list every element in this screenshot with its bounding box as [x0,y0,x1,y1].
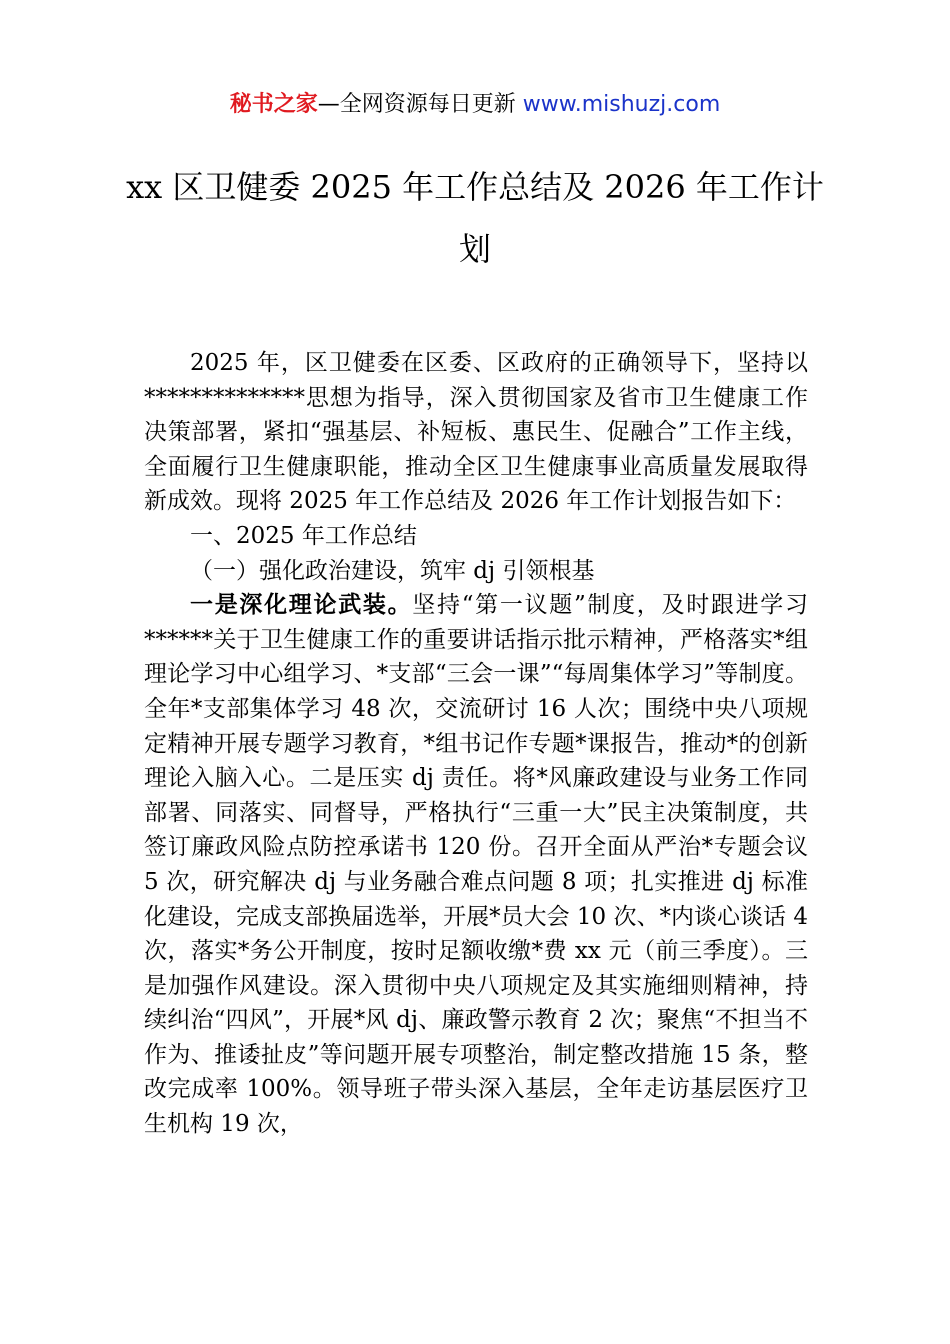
section-heading: 一、2025 年工作总结 [190,522,417,549]
paragraph-text: 坚持“第一议题”制度，及时跟进学习******关于卫生健康工作的重要讲话指示批示精神，严格落实*组理论学习中心组学习、*支部“三会一课”“每周集体学习”等制度。全年*支部集体学习 48 次，交流研讨 16 人次；围绕中央八项规定精神开展专题学习教育，*组书记作专题*课报告，推动*的创新理论入脑入心。二是压实 dj 责任。将*风廉政建设与业务工作同部署、同落实、同督导，严格执行“三重一大”民主决策制度，共签订廉政风险点防控承诺书 120 份。召开全面从严治*专题会议 5 次，研究解决 dj 与业务融合难点问题 8 项；扎实推进 dj 标准化建设，完成支部换届选举，开展*员大会 10 次、*内谈心谈话 4 次，落实*务公开制度，按时足额收缴*费 xx 元（前三季度）。三是加强作风建设。深入贯彻中央八项规定及其实施细则精神，持续纠治“四风”，开展*风 dj、廉政警示教育 2 次；聚焦“不担当不作为、推诿扯皮”等问题开展专项整治，制定整改措施 15 条，整改完成率 100%。领导班子带头深入基层，全年走访基层医疗卫生机构 19 次， [144,592,808,1138]
paragraph-lead: 一是深化理论武装。 [190,592,413,619]
document-title: xx 区卫健委 2025 年工作总结及 2026 年工作计划 [126,168,824,268]
site-header [0,88,950,122]
site-url-link[interactable]: www.mishuzj.com [522,92,721,117]
site-tagline: —全网资源每日更新 [317,92,516,117]
intro-paragraph: 2025 年，区卫健委在区委、区政府的正确领导下，坚持以**************思想为指导，深入贯彻国家及省市卫生健康工作决策部署，紧扣“强基层、补短板、惠民生、促融合”工作主线，全面履行卫生健康职能，推动全区卫生健康事业高质量发展取得新成效。现将 2025 年工作总结及 2026 年工作计划报告如下： [144,350,808,515]
body-paragraph [144,588,808,1142]
site-brand: 秘书之家 [229,92,318,117]
document-body [144,346,808,1142]
subsection-heading: （一）强化政治建设，筑牢 dj 引领根基 [190,557,595,584]
